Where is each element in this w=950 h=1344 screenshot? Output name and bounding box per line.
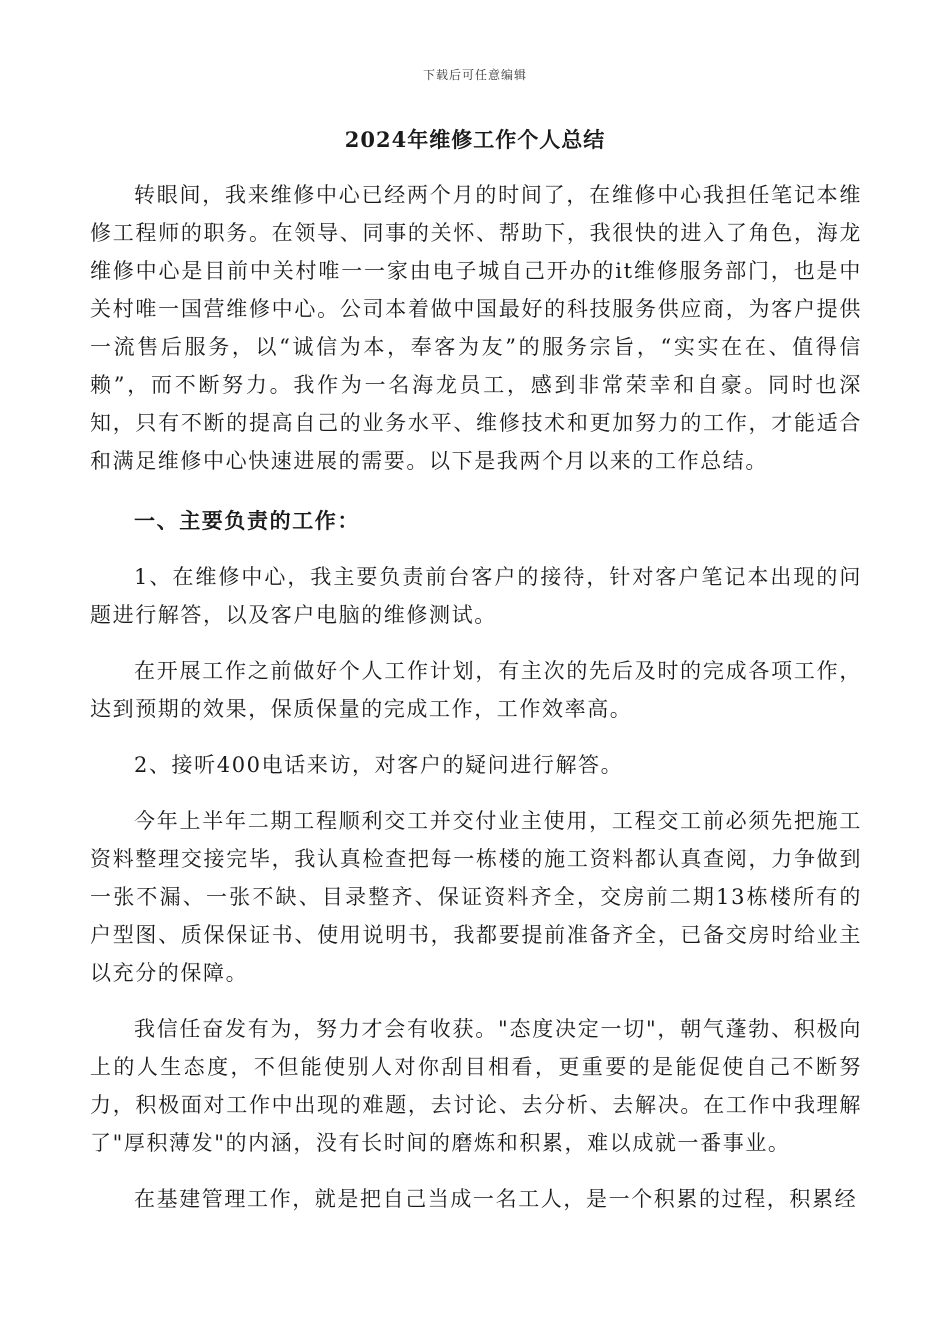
paragraph-duty-2: 2、接听400电话来访，对客户的疑问进行解答。 xyxy=(134,753,624,777)
paragraph-work-plan: 在开展工作之前做好个人工作计划，有主次的先后及时的完成各项工作，达到预期的效果，保质保量的完成工作，工作效率高。 xyxy=(90,659,862,721)
document-body xyxy=(90,176,862,1218)
paragraph-project-handover: 今年上半年二期工程顺利交工并交付业主使用，工程交工前必须先把施工资料整理交接完毕，我认真检查把每一栋楼的施工资料都认真查阅，力争做到一张不漏、一张不缺、目录整齐、保证资料齐全，交房前二期13栋楼所有的户型图、质保保证书、使用说明书，我都要提前准备齐全，已备交房时给业主以充分的保障。 xyxy=(90,809,862,985)
paragraph-infrastructure: 在基建管理工作，就是把自己当成一名工人，是一个积累的过程，积累经 xyxy=(134,1187,858,1211)
header-note: 下载后可任意编辑 xyxy=(422,68,527,82)
paragraph-duty-1: 1、在维修中心，我主要负责前台客户的接待，针对客户笔记本出现的问题进行解答，以及客户电脑的维修测试。 xyxy=(90,565,862,627)
paragraph-attitude: 我信任奋发有为，努力才会有收获。"态度决定一切"，朝气蓬勃、积极向上的人生态度，不但能使别人对你刮目相看，更重要的是能促使自己不断努力，积极面对工作中出现的难题，去讨论、去分析、去解决。在工作中我理解了"厚积薄发"的内涵，没有长时间的磨炼和积累，难以成就一番事业。 xyxy=(90,1017,862,1155)
section-heading-main-duties: 一、主要负责的工作： xyxy=(134,508,360,533)
document-title: 2024年维修工作个人总结 xyxy=(344,127,606,152)
paragraph-intro: 转眼间，我来维修中心已经两个月的时间了，在维修中心我担任笔记本维修工程师的职务。在领导、同事的关怀、帮助下，我很快的进入了角色，海龙维修中心是目前中关村唯一一家由电子城自己开办的it维修服务部门，也是中关村唯一国营维修中心。公司本着做中国最好的科技服务供应商，为客户提供一流售后服务，以“诚信为本，奉客为友”的服务宗旨，“实实在在、值得信赖”，而不断努力。我作为一名海龙员工，感到非常荣幸和自豪。同时也深知，只有不断的提高自己的业务水平、维修技术和更加努力的工作，才能适合和满足维修中心快速进展的需要。以下是我两个月以来的工作总结。 xyxy=(90,183,862,473)
